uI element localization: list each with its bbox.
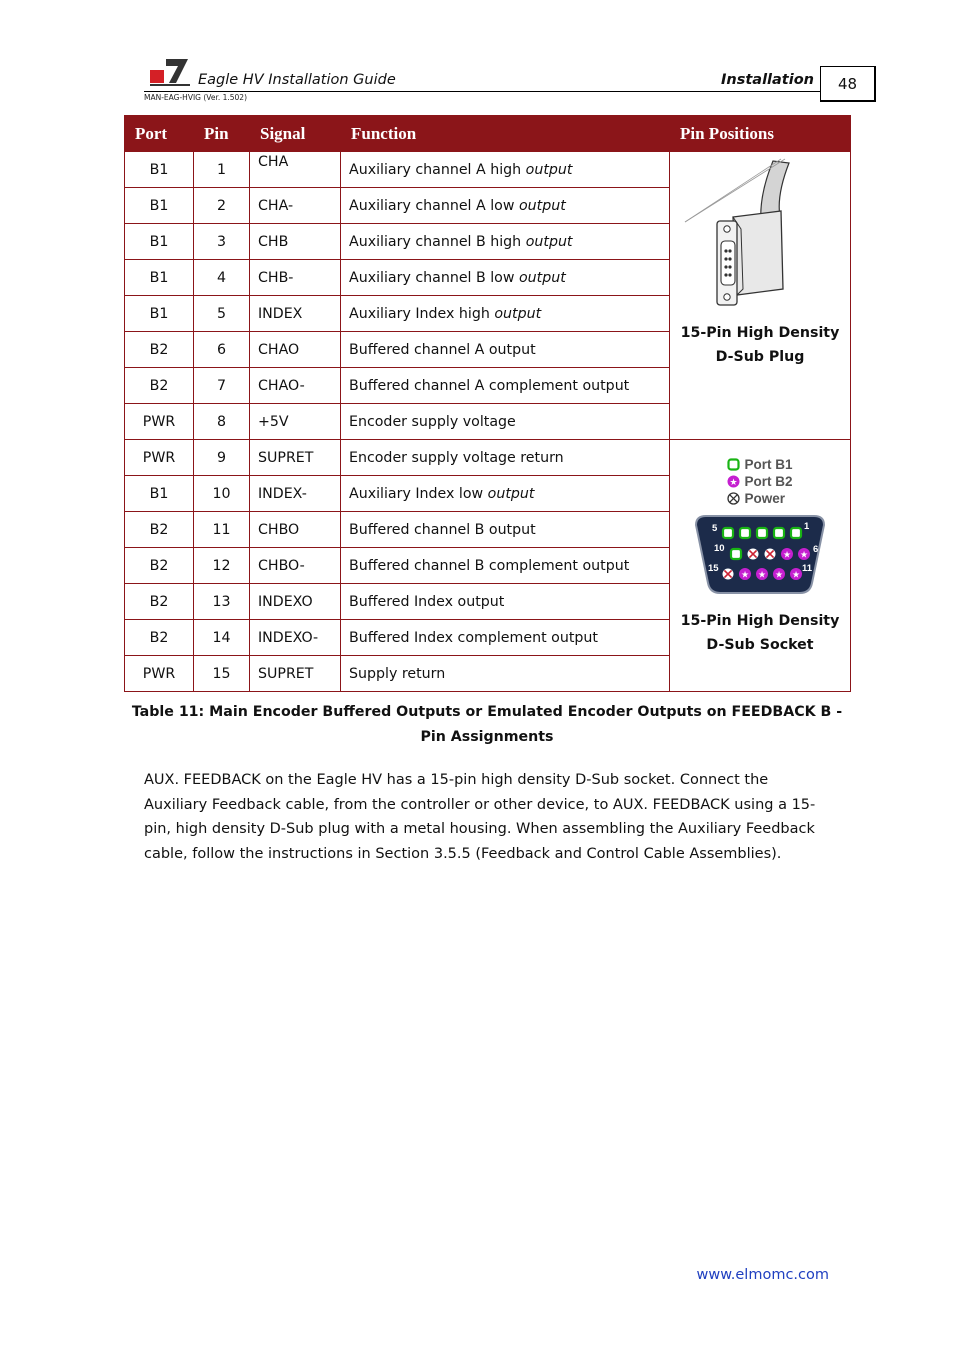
elmo-logo — [146, 57, 190, 89]
port-cell: B2 — [125, 332, 194, 368]
function-emphasis: output — [487, 485, 535, 502]
function-cell — [341, 584, 670, 620]
pin-assignment-table — [124, 115, 851, 692]
function-text: Auxiliary Index high — [349, 305, 490, 322]
function-emphasis: output — [518, 197, 566, 214]
document-number: MAN-EAG-HVIG (Ver. 1.502) — [144, 93, 248, 102]
pin-cell: 4 — [194, 260, 250, 296]
svg-text:★: ★ — [729, 478, 739, 488]
signal-cell: SUPRET — [250, 440, 341, 476]
pin-cell: 12 — [194, 548, 250, 584]
function-cell — [341, 440, 670, 476]
port-cell: B2 — [125, 512, 194, 548]
plug-position-cell — [670, 152, 851, 440]
port-cell: B2 — [125, 368, 194, 404]
table-caption: Table 11: Main Encoder Buffered Outputs or Emulated Encoder Outputs on FEEDBACK B - Pin Assignments — [131, 704, 843, 745]
pin-cell: 3 — [194, 224, 250, 260]
function-emphasis: output — [494, 305, 542, 322]
document-title: Eagle HV Installation Guide — [198, 72, 396, 88]
socket-position-cell — [670, 440, 851, 692]
body-paragraph: AUX. FEEDBACK on the Eagle HV has a 15-pin high density D-Sub socket. Connect the Auxiliary Feedback cable, from the controller or other device, to AUX. FEEDBACK using a 15-pin, high density D-Sub plug with a metal housing. When assembling the Auxiliary Feedback cable, follow the instructions in Section 3.5.5 (Feedback and Control Cable Assemblies). — [144, 772, 816, 862]
function-text: Auxiliary channel B low — [349, 269, 515, 286]
signal-cell: SUPRET — [250, 656, 341, 692]
signal-cell: CHBO — [250, 512, 341, 548]
port-cell: B2 — [125, 584, 194, 620]
signal-cell: INDEXO- — [250, 620, 341, 656]
function-text: Buffered channel A output — [349, 341, 536, 358]
signal-cell: CHBO- — [250, 548, 341, 584]
port-cell: PWR — [125, 404, 194, 440]
port-cell: B1 — [125, 296, 194, 332]
function-text: Buffered channel A complement output — [349, 377, 630, 394]
port-cell: PWR — [125, 440, 194, 476]
crossed-circle-pin-icon — [727, 492, 740, 505]
column-header-pin-positions: Pin Positions — [670, 116, 851, 152]
signal-cell: INDEXO — [250, 584, 341, 620]
pin-cell: 6 — [194, 332, 250, 368]
function-cell — [341, 404, 670, 440]
function-text: Buffered channel B complement output — [349, 557, 630, 574]
function-text: Supply return — [349, 665, 446, 682]
port-cell: B2 — [125, 620, 194, 656]
legend-port-b2 — [727, 473, 792, 490]
function-text: Buffered Index complement output — [349, 629, 598, 646]
dsub-plug-cable-icon — [685, 159, 835, 315]
function-cell — [341, 296, 670, 332]
page-number: 48 — [820, 66, 876, 102]
pin-cell: 9 — [194, 440, 250, 476]
pin-cell: 14 — [194, 620, 250, 656]
signal-cell: INDEX- — [250, 476, 341, 512]
function-cell — [341, 548, 670, 584]
dsub-socket-pinout-icon: ★ 5 1 10 6 15 11 — [690, 513, 830, 597]
port-cell: PWR — [125, 656, 194, 692]
pin-cell: 10 — [194, 476, 250, 512]
function-emphasis: output — [525, 161, 573, 178]
pin-cell: 1 — [194, 152, 250, 188]
pin-cell: 7 — [194, 368, 250, 404]
function-text: Auxiliary channel B high — [349, 233, 522, 250]
signal-cell: +5V — [250, 404, 341, 440]
function-cell — [341, 368, 670, 404]
table-row — [125, 152, 851, 188]
function-text: Buffered channel B output — [349, 521, 536, 538]
pin-cell: 11 — [194, 512, 250, 548]
port-legend — [727, 456, 792, 507]
pin-label-15: 15 — [708, 563, 719, 574]
function-cell — [341, 620, 670, 656]
signal-cell: CHB — [250, 224, 341, 260]
legend-port-b2-label: Port B2 — [744, 474, 793, 489]
column-header-signal: Signal — [250, 116, 341, 152]
function-cell — [341, 188, 670, 224]
pin-cell: 5 — [194, 296, 250, 332]
pin-cell: 2 — [194, 188, 250, 224]
signal-cell: CHAO — [250, 332, 341, 368]
pin-cell: 15 — [194, 656, 250, 692]
legend-port-b1 — [727, 456, 792, 473]
port-cell: B1 — [125, 260, 194, 296]
function-text: Encoder supply voltage return — [349, 449, 564, 466]
signal-cell: CHB- — [250, 260, 341, 296]
port-cell: B2 — [125, 548, 194, 584]
function-text: Encoder supply voltage — [349, 413, 516, 430]
pin-label-6: 6 — [813, 544, 819, 555]
function-emphasis: output — [519, 269, 566, 286]
function-cell — [341, 476, 670, 512]
function-cell — [341, 332, 670, 368]
plug-caption-line2: D-Sub Plug — [715, 348, 805, 365]
signal-cell: CHA — [250, 152, 341, 188]
function-text: Auxiliary Index low — [349, 485, 484, 502]
legend-port-b1-label: Port B1 — [744, 457, 793, 472]
function-cell — [341, 512, 670, 548]
signal-cell: CHAO- — [250, 368, 341, 404]
pin-label-1: 1 — [804, 521, 810, 532]
function-cell — [341, 656, 670, 692]
signal-cell: CHA- — [250, 188, 341, 224]
function-cell — [341, 260, 670, 296]
pin-label-5: 5 — [712, 523, 718, 534]
socket-caption-line2: D-Sub Socket — [706, 637, 814, 653]
legend-power-label: Power — [744, 491, 785, 506]
socket-caption-line1: 15-Pin High Density — [680, 613, 840, 629]
pin-cell: 13 — [194, 584, 250, 620]
port-cell: B1 — [125, 188, 194, 224]
table-row — [125, 440, 851, 476]
function-cell — [341, 224, 670, 260]
header-rule — [144, 91, 820, 92]
pin-label-11: 11 — [802, 563, 813, 574]
port-cell: B1 — [125, 152, 194, 188]
footer-website-link[interactable]: www.elmomc.com — [696, 1267, 829, 1283]
function-text: Auxiliary channel A high — [349, 161, 522, 178]
section-name: Installation — [721, 72, 814, 88]
port-cell: B1 — [125, 476, 194, 512]
table-header-row — [125, 116, 851, 152]
column-header-pin: Pin — [194, 116, 250, 152]
elmo-logo-icon — [146, 57, 190, 89]
function-text: Auxiliary channel A low — [349, 197, 515, 214]
function-emphasis: output — [525, 233, 573, 250]
function-cell — [341, 152, 670, 188]
column-header-port: Port — [125, 116, 194, 152]
pin-cell: 8 — [194, 404, 250, 440]
column-header-function: Function — [341, 116, 670, 152]
green-square-pin-icon — [727, 458, 740, 471]
port-cell: B1 — [125, 224, 194, 260]
pin-label-10: 10 — [714, 543, 725, 554]
magenta-star-pin-icon — [727, 475, 740, 488]
function-text: Buffered Index output — [349, 593, 505, 610]
plug-caption-line1: 15-Pin High Density — [680, 324, 840, 341]
legend-power — [727, 490, 792, 507]
signal-cell: INDEX — [250, 296, 341, 332]
